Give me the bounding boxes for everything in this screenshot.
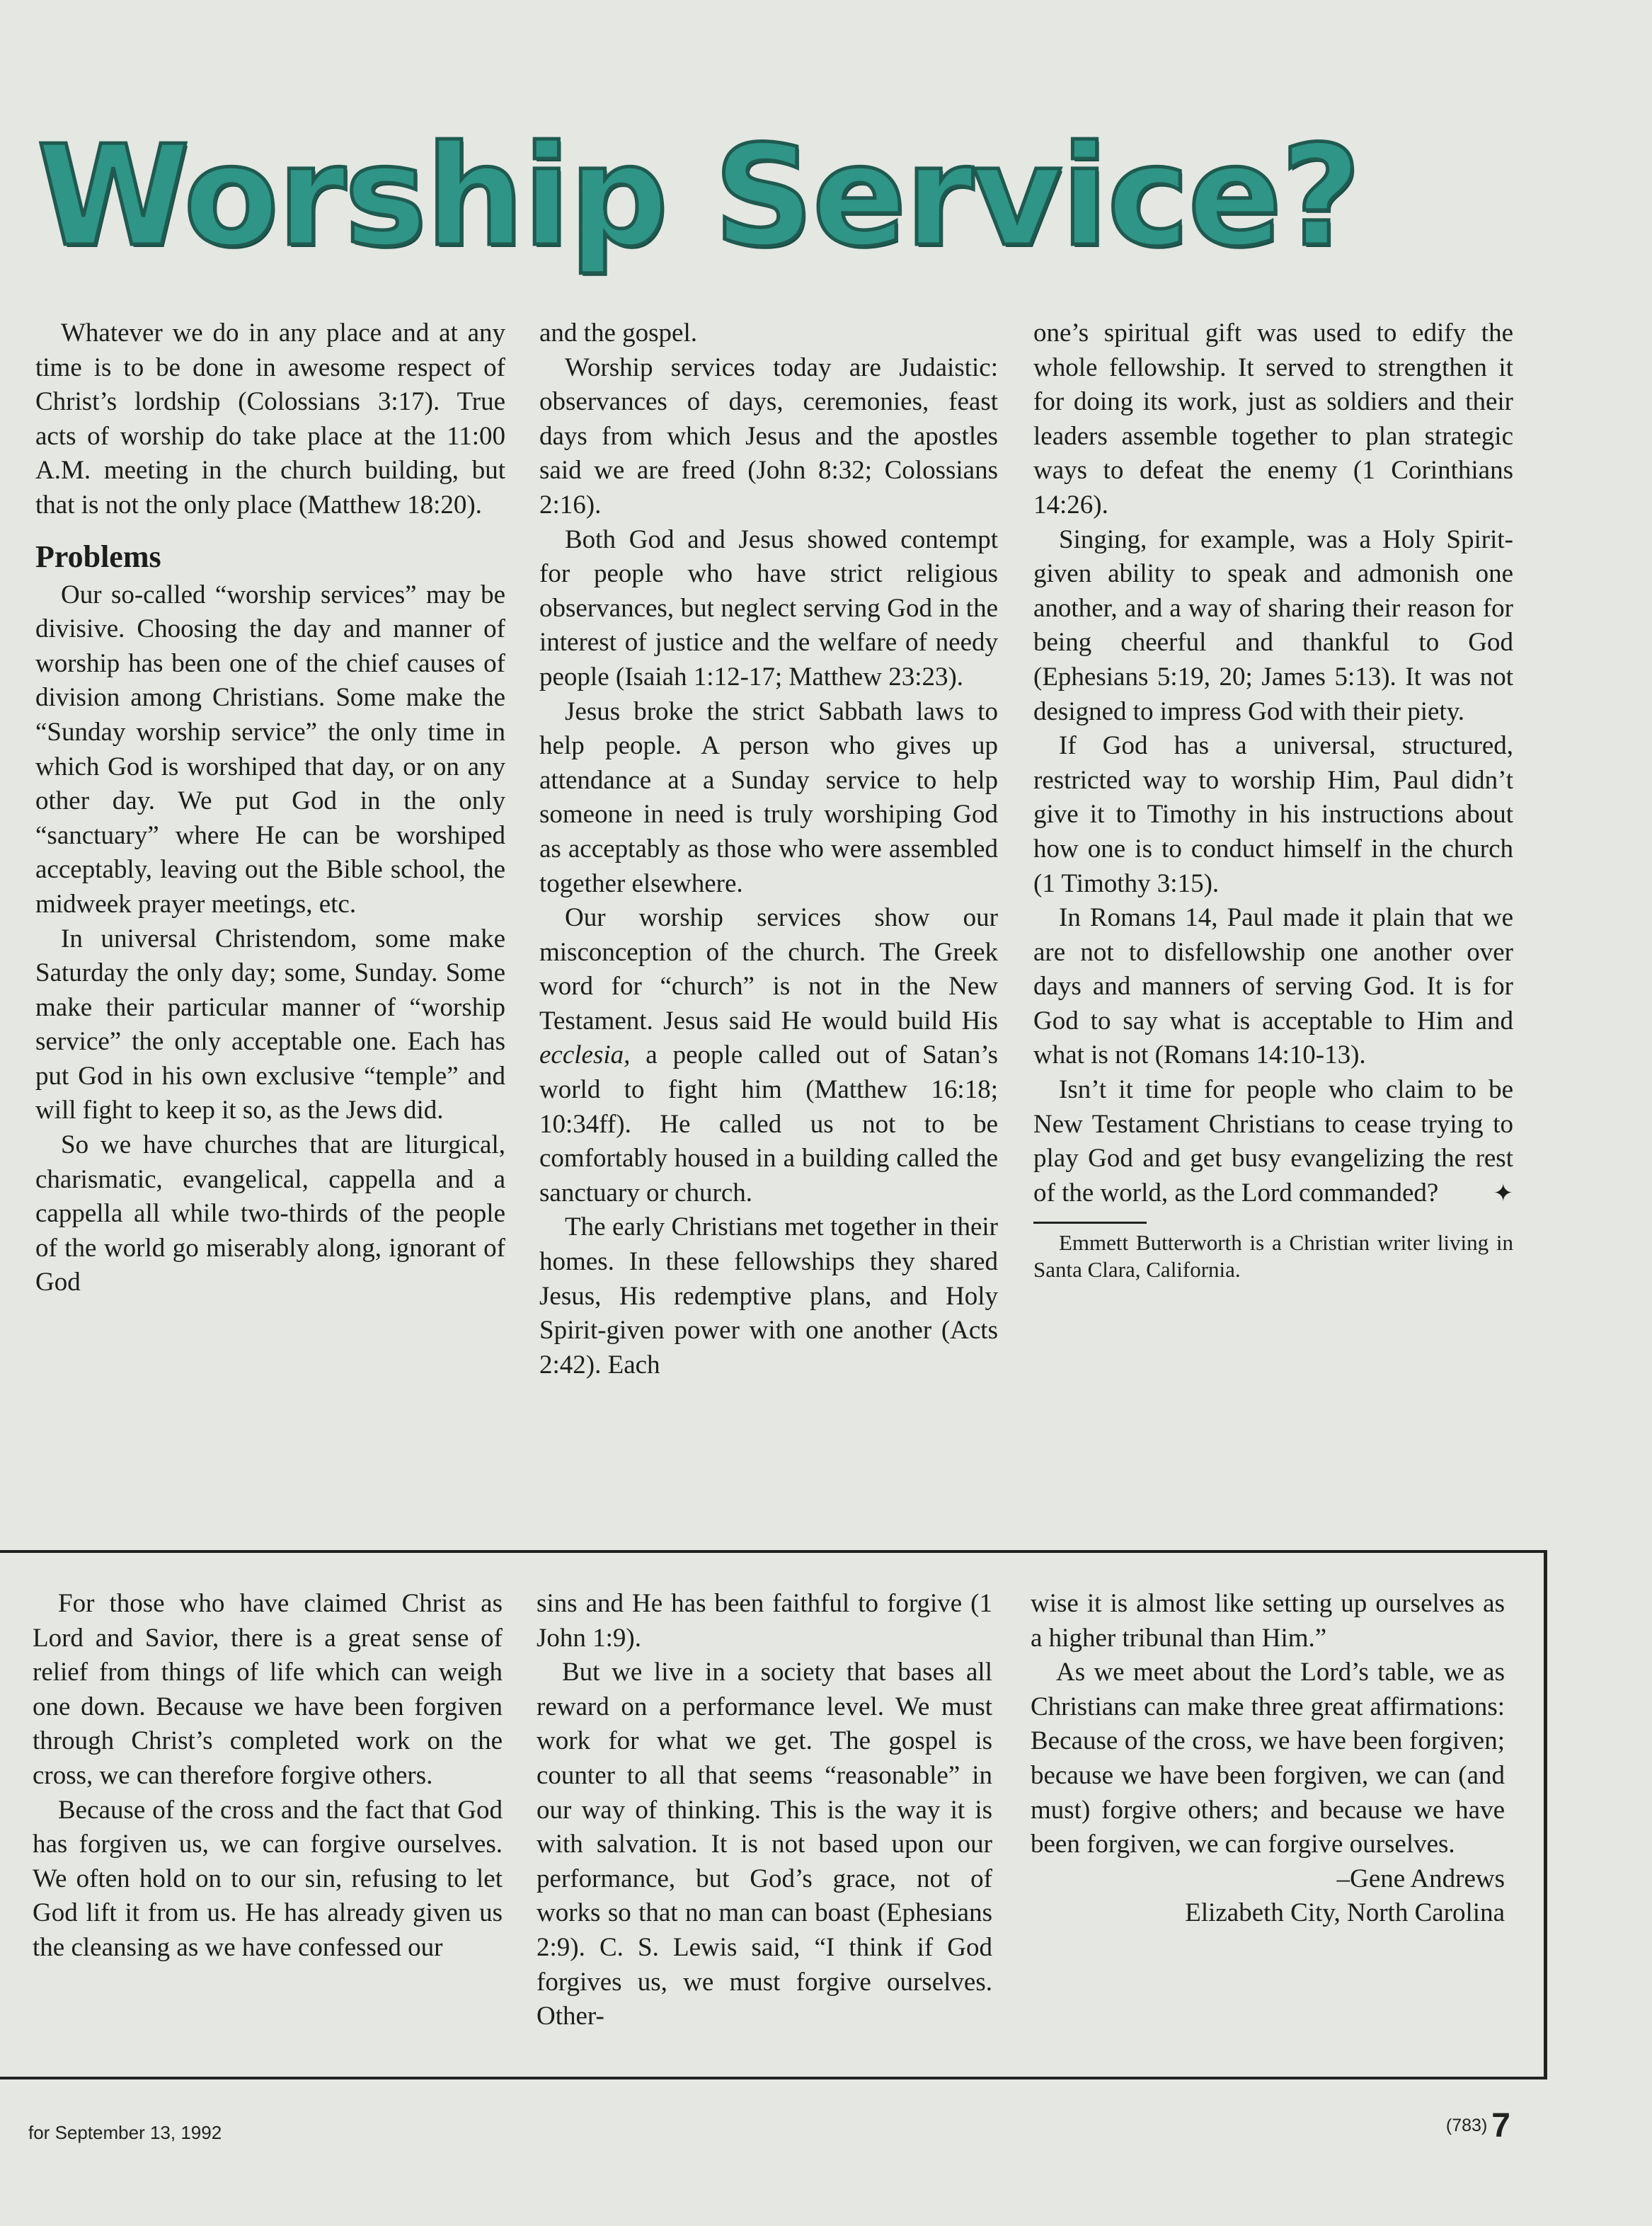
paragraph: So we have churches that are liturgical, charismatic, evangelical, cappella and a cappella all while two-thirds of the people of the world go miserably along, ignorant of God (35, 1130, 505, 1297)
paragraph: Jesus broke the strict Sabbath laws to help people. A person who gives up attendance at a Sunday service to help someone in need is truly worshiping God as acceptably as those who were assembled together elsewhere. (539, 696, 998, 898)
paragraph: Whatever we do in any place and at any time is to be done in awesome respect of Christ’s lordship (Colossians 3:17). True acts of worship do take place at the 11:00 A.M. meeting in the church building, but that is not the only place (Matthew 18:20). (35, 319, 505, 520)
issue-date: for September 13, 1992 (28, 2122, 222, 2143)
page-number: 7 (1491, 2107, 1510, 2145)
paragraph: wise it is almost like setting up ourselves as a higher tribunal than Him.” (1031, 1589, 1505, 1653)
page-folio (1446, 2106, 1510, 2145)
text-run: a people called out of Satan’s world to fight him (Matthew 16:18; 10:34ff). He called us not to be comfortably housed in a building called the sanctuary or church. (539, 1040, 998, 1207)
paragraph: As we meet about the Lord’s table, we as Christians can make three great affirmations: Because of the cross, we have been forgiven; because we have been forgiven, we can (and must) forgive others; and because we have been forgiven, we can forgive ourselves. (1031, 1658, 1505, 1859)
page-code: (783) (1445, 2116, 1488, 2135)
text-run: Isn’t it time for people who claim to be New Testament Christians to cease trying to play God and get busy evangelizing the rest of the world, as the Lord commanded? (1033, 1075, 1513, 1207)
article-column-2 (539, 316, 998, 1382)
paragraph: and the gospel. (539, 319, 697, 348)
box-column-3 (1031, 1587, 1505, 1931)
article-column-1 (35, 316, 505, 1300)
text-run: Our worship services show our misconception of the church. The Greek word for “church” is not in the New Testament. Jesus said He would build His (539, 903, 998, 1035)
italic-term: ecclesia, (539, 1040, 631, 1070)
paragraph: In universal Christendom, some make Saturday the only day; some, Sunday. Some make their particular manner of “worship service” the only acceptable one. Each has put God in his own exclusive “temple” and will fight to keep it so, as the Jews did. (35, 924, 505, 1125)
paragraph: sins and He has been faithful to forgive (1 John 1:9). (537, 1589, 992, 1653)
box-column-1 (33, 1587, 503, 1966)
article-column-3 (1033, 316, 1513, 1283)
box-column-2 (537, 1587, 992, 2034)
paragraph: Because of the cross and the fact that God has forgiven us, we can forgive ourselves. We often hold on to our sin, refusing to let God lift it from us. He has already given us the cleansing as we have confessed our (33, 1795, 503, 1962)
paragraph: Singing, for example, was a Holy Spirit-given ability to speak and admonish one another, and a way of sharing their reason for being cheerful and thankful to God (Ephesians 5:19, 20; James 5:13). It was not designed to impress God with their piety. (1033, 524, 1513, 726)
paragraph: Worship services today are Judaistic: observances of days, ceremonies, feast days from which Jesus and the apostles said we are freed (John 8:32; Colossians 2:16). (539, 352, 998, 520)
paragraph: one’s spiritual gift was used to edify the whole fellowship. It served to strengthen it for doing its work, just as soldiers and their leaders assemble together to plan strategic ways to defeat the enemy (1 Corinthians 14:26). (1033, 319, 1513, 520)
end-mark-icon: ✦ (1493, 1178, 1513, 1207)
paragraph: If God has a universal, structured, restricted way to worship Him, Paul didn’t give it to Timothy in his instructions about how one is to conduct himself in the church (1 Timothy 3:15). (1033, 731, 1513, 898)
paragraph: Our so-called “worship services” may be divisive. Choosing the day and manner of worship has been one of the chief causes of division among Christians. Some make the “Sunday worship service” the only time in which God is worshiped that day, or on any other day. We put God in the only “sanctuary” where He can be worshiped acceptably, leaving out the Bible school, the midweek prayer meetings, etc. (35, 580, 505, 919)
paragraph (1033, 1073, 1513, 1210)
paragraph: In Romans 14, Paul made it plain that we are not to disfellowship one another over days and manners of serving God. It is for God to say what is acceptable to Him and what is not (Romans 14:10-13). (1033, 903, 1513, 1070)
signature-place: Elizabeth City, North Carolina (1185, 1898, 1505, 1928)
signature-name: –Gene Andrews (1336, 1864, 1505, 1893)
paragraph: The early Christians met together in their homes. In these fellowships they shared Jesus, His redemptive plans, and Holy Spirit-given power with one another (Acts 2:42). Each (539, 1212, 998, 1379)
paragraph: But we live in a society that bases all reward on a performance level. We must work for what we get. The gospel is counter to all that seems “reasonable” in our way of thinking. This is the way it is with salvation. It is not based upon our performance, but God’s grace, not of works so that no man can boast (Ephesians 2:9). C. S. Lewis said, “I think if God forgives us, we must forgive ourselves. Other- (537, 1658, 992, 2031)
byline-divider (1033, 1222, 1147, 1224)
section-heading-problems: Problems (35, 539, 161, 574)
author-byline: Emmett Butterworth is a Christian writer living in Santa Clara, California. (1033, 1230, 1513, 1283)
paragraph: For those who have claimed Christ as Lord and Savior, there is a great sense of relief from things of life which can weigh one down. Because we have been forgiven through Christ’s completed work on the cross, we can therefore forgive others. (33, 1589, 503, 1790)
paragraph (539, 901, 998, 1210)
article-title: Worship Service? (37, 116, 1360, 277)
paragraph: Both God and Jesus showed contempt for people who have strict religious observances, but neglect serving God in the interest of justice and the welfare of needy people (Isaiah 1:12-17; Matthew 23:23). (539, 524, 998, 692)
